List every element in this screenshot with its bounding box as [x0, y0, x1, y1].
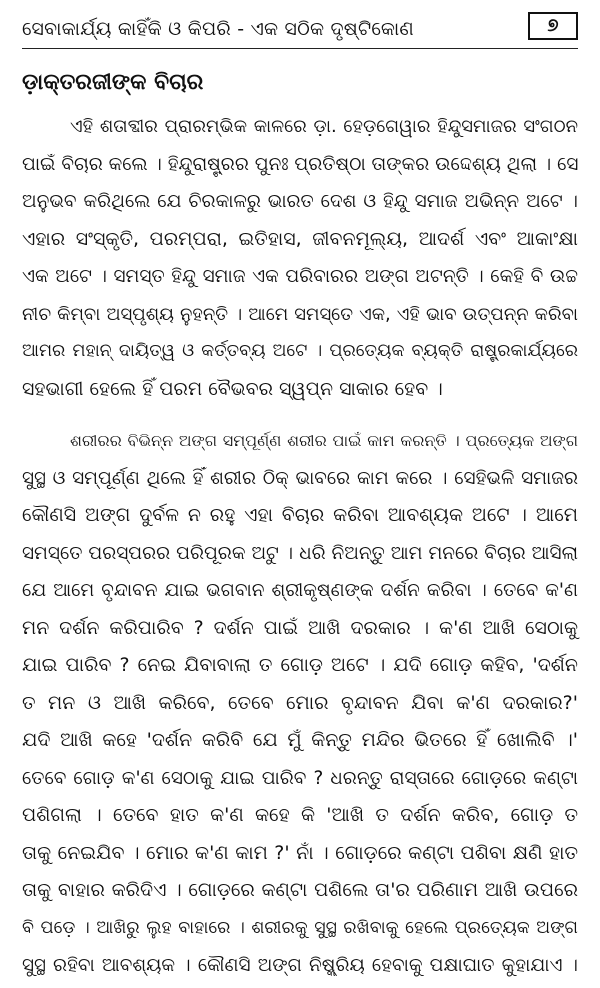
text-line: ସମସ୍ତେ ପରସ୍ପରର ପରିପୂରକ ଅଟୁ । ଧରି ନିଅନ୍ତୁ ଆମ ମନରେ ବିଚାର ଆସିଲା [22, 542, 578, 564]
running-title: ସେବାକାର୍ଯ୍ୟ କାହିଁକି ଓ କିପରି - ଏକ ସଠିକ ଦୃଷ୍ଟିକୋଣ [22, 18, 414, 40]
text-line: ଯଦି ଆଖି କହେ 'ଦର୍ଶନ କରିବି ଯେ ମୁଁ କିନ୍ତୁ ମନ୍ଦିର ଭିତରେ ହିଁ ଖୋଲିବି ।' [22, 729, 578, 751]
text-line: ଯେ ଆମେ ବୃନ୍ଦାବନ ଯାଇ ଭଗବାନ ଶ୍ରୀକୃଷ୍ଣଙ୍କ ଦର୍ଶନ କରିବା । ତେବେ କ'ଣ [22, 580, 578, 601]
text-line: ବି ପଡ଼େ । ଆଖିରୁ ଲୁହ ବାହାରେ । ଶରୀରକୁ ସୁସ୍ଥ ରଖିବାକୁ ହେଲେ ପ୍ରତ୍ୟେକ ଅଙ୍ଗ [22, 917, 578, 938]
text-line: ସୁସ୍ଥ ରହିବା ଆବଶ୍ୟକ । କୌଣସି ଅଙ୍ଗ ନିଷ୍କ୍ରିୟ ହେବାକୁ ପକ୍ଷାଘାତ କୁହାଯାଏ । [22, 955, 578, 976]
text-line: ଯାଇ ପାରିବ ? ନେଇ ଯିବାବାଲା ତ ଗୋଡ଼ ଅଟେ । ଯଦି ଗୋଡ଼ କହିବ, 'ଦର୍ଶନ [22, 654, 578, 676]
paragraph [22, 422, 578, 985]
text-line: ତେବେ ଗୋଡ଼ କ'ଣ ସେଠାକୁ ଯାଇ ପାରିବ ? ଧରନ୍ତୁ ରାସ୍ତାରେ ଗୋଡ଼ରେ କଣ୍ଟା [22, 767, 578, 789]
text-line: ଏହାର ସଂସ୍କୃତି, ପରମ୍ପରା, ଇତିହାସ, ଜୀବନମୂଲ୍ୟ, ଆଦର୍ଶ ଏବଂ ଆକାଂକ୍ଷା [22, 227, 578, 250]
text-line: ଏକ ଅଟେ । ସମସ୍ତ ହିନ୍ଦୁ ସମାଜ ଏକ ପରିବାରର ଅଙ୍ଗ ଅଟନ୍ତି । କେହି ବି ଉଚ୍ଚ [22, 266, 578, 287]
text-line: ନୀଚ କିମ୍ବା ଅସ୍ପୃଶ୍ୟ ନୁହନ୍ତି । ଆମେ ସମସ୍ତେ ଏକ, ଏହି ଭାବ ଉତ୍ପନ୍ନ କରିବା [22, 303, 578, 325]
text-line: ଶରୀରର ବିଭିନ୍ନ ଅଙ୍ଗ ସମ୍ପୂର୍ଣ୍ଣ ଶରୀର ପାଇଁ କାମ କରନ୍ତି । ପ୍ରତ୍ୟେକ ଅଙ୍ଗ [70, 431, 578, 450]
text-line: ତ ମନ ଓ ଆଖି କରିବେ, ତେବେ ମୋର ବୃନ୍ଦାବନ ଯିବା କ'ଣ ଦରକାର?' [22, 691, 578, 714]
paragraph [22, 108, 578, 408]
text-line: ମନ ଦର୍ଶନ କରିପାରିବ ? ଦର୍ଶନ ପାଇଁ ଆଖି ଦରକାର । କ'ଣ ଆଖି ସେଠାକୁ [22, 616, 578, 639]
header-divider [22, 48, 578, 49]
text-line: ଆମର ମହାନ୍ ଦାୟିତ୍ୱ ଓ କର୍ତ୍ତବ୍ୟ ଅଟେ । ପ୍ରତ୍ୟେକ ବ୍ୟକ୍ତି ରାଷ୍ଟ୍ରକାର୍ଯ୍ୟରେ [22, 341, 578, 361]
text-line: ତାକୁ ବାହାର କରିଦିଏ । ଗୋଡ଼ରେ କଣ୍ଟା ପଶିଲେ ତା'ର ପରିଣାମ ଆଖି ଉପରେ [22, 879, 578, 901]
section-heading: ଡ଼ାକ୍ତରଜୀଙ୍କ ବିଚାର [22, 70, 204, 95]
text-line: ଏହି ଶତାବ୍ଦୀର ପ୍ରାରମ୍ଭିକ କାଳରେ ଡ଼ା. ହେଡ଼ଗେୱାର ହିନ୍ଦୁସମାଜର ସଂଗଠନ [70, 116, 578, 137]
text-line: ପାଇଁ ବିଚାର କଲେ । ହିନ୍ଦୁରାଷ୍ଟ୍ରର ପୁନଃ ପ୍ରତିଷ୍ଠା ତାଙ୍କର ଉଦ୍ଦେଶ୍ୟ ଥିଲା । ସେ [22, 153, 579, 175]
text-line: ସୁସ୍ଥ ଓ ସମ୍ପୂର୍ଣ୍ଣ ଥିଲେ ହିଁ ଶରୀର ଠିକ୍ ଭାବରେ କାମ କରେ । ସେହିଭଳି ସମାଜର [22, 467, 578, 489]
text-line: ପଶିଗଲା । ତେବେ ହାତ କ'ଣ କହେ କି 'ଆଖି ତ ଦର୍ଶନ କରିବ, ଗୋଡ଼ ତ [22, 804, 578, 826]
text-line: ତାକୁ ନେଇଯିବ । ମୋର କ'ଣ କାମ ?' ନାଁ । ଗୋଡ଼ରେ କଣ୍ଟା ପଶିବା କ୍ଷଣି ହାତ [22, 841, 578, 864]
text-line: କୌଣସି ଅଙ୍ଗ ଦୁର୍ବଳ ନ ରହୁ ଏହା ବିଚାର କରିବା ଆବଶ୍ୟକ ଅଟେ । ଆମେ [22, 504, 578, 526]
page-number-box: ୭ [528, 12, 578, 40]
text-line: ଅନୁଭବ କରିଥିଲେ ଯେ ଚିରକାଳରୁ ଭାରତ ଦେଶ ଓ ହିନ୍ଦୁ ସମାଜ ଅଭିନ୍ନ ଅଟେ । [22, 191, 578, 212]
body-text [22, 108, 578, 985]
page-header [22, 10, 578, 50]
text-line: ସହଭାଗୀ ହେଲେ ହିଁ ପରମ ବୈଭବର ସ୍ୱପ୍ନ ସାକାର ହେବ । [22, 377, 443, 400]
